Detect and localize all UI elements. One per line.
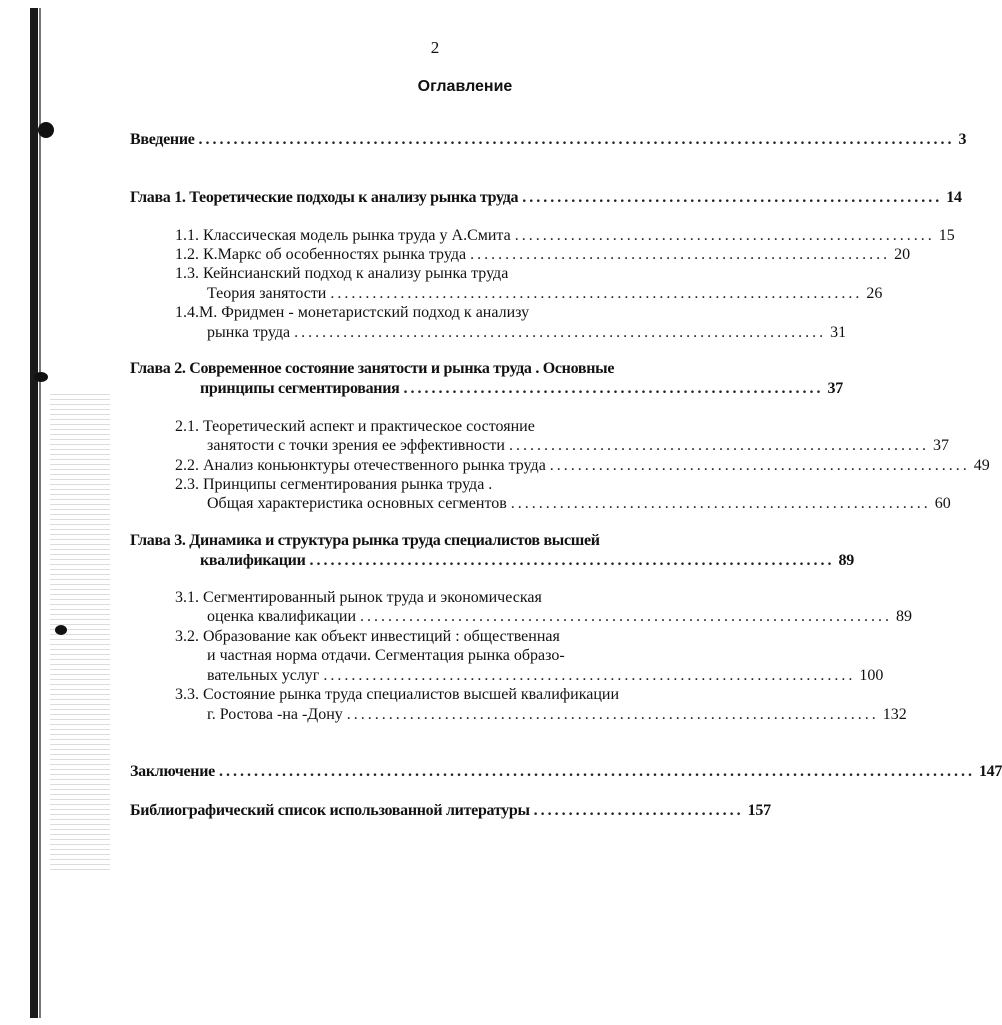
entry-label: Введение xyxy=(130,131,195,148)
dot-leader: ............................................................ xyxy=(510,495,931,512)
toc-entry-chapter2-line1: Глава 2. Современное состояние занятости и рынка труда . Основные xyxy=(130,360,615,377)
toc-entry-2-1-line1: 2.1. Теоретический аспект и практическое состояние xyxy=(175,418,535,435)
entry-page: 37 xyxy=(827,380,843,397)
entry-page: 15 xyxy=(938,227,955,244)
entry-label: Общая характеристика основных сегментов xyxy=(207,495,507,512)
entry-page: 14 xyxy=(946,189,962,206)
toc-entry-3-1-line1: 3.1. Сегментированный рынок труда и экономическая xyxy=(175,589,542,606)
entry-label: 1.1. Классическая модель рынка труда у А.Смита xyxy=(175,227,511,244)
toc-entry-2-1[interactable] xyxy=(207,436,949,456)
toc-entry-2-3[interactable] xyxy=(207,494,951,514)
dot-leader: ............................................................ xyxy=(522,189,943,206)
dot-leader: ............................................................ xyxy=(514,227,935,244)
entry-page: 31 xyxy=(830,324,847,341)
scan-binding-edge xyxy=(30,8,38,1018)
entry-page: 157 xyxy=(747,802,771,819)
entry-label: занятости с точки зрения ее эффективности xyxy=(207,437,505,454)
entry-label: оценка квалификации xyxy=(207,608,357,625)
toc-entry-2-2[interactable] xyxy=(175,456,990,476)
toc-title: Оглавление xyxy=(417,78,513,95)
toc-entry-3-1[interactable] xyxy=(207,607,913,627)
dot-leader: ............................................................................ xyxy=(360,608,893,625)
entry-page: 20 xyxy=(894,246,911,263)
dot-leader: .............................. xyxy=(533,802,744,819)
entry-label: г. Ростова -на -Дону xyxy=(207,706,343,723)
dot-leader: ............................................................ xyxy=(470,246,891,263)
entry-page: 60 xyxy=(934,495,951,512)
entry-page: 26 xyxy=(866,285,883,302)
toc-entry-chapter3[interactable] xyxy=(200,551,854,571)
toc-entry-conclusion[interactable] xyxy=(130,762,1002,782)
toc-entry-1-4[interactable] xyxy=(207,323,847,343)
toc-entry-1-4-line1: 1.4.М. Фридмен - монетаристский подход к анализу xyxy=(175,304,530,321)
toc-entry-3-3-line1: 3.3. Состояние рынка труда специалистов высшей квалификации xyxy=(175,686,620,703)
toc-entry-2-3-line1: 2.3. Принципы сегментирования рынка труда . xyxy=(175,476,493,493)
entry-label: рынка труда xyxy=(207,324,291,341)
entry-label: Библиографический список использованной литературы xyxy=(130,802,530,819)
entry-page: 3 xyxy=(958,131,967,148)
entry-page: 89 xyxy=(896,608,913,625)
entry-page: 147 xyxy=(978,763,1002,780)
entry-page: 37 xyxy=(932,437,949,454)
entry-label: принципы сегментирования xyxy=(200,380,400,397)
toc-entry-3-3[interactable] xyxy=(207,705,907,725)
toc-entry-bibliography[interactable] xyxy=(130,801,771,821)
dot-leader: ............................................................ xyxy=(508,437,929,454)
scan-mark xyxy=(34,372,48,382)
toc-entry-3-2[interactable] xyxy=(207,666,884,686)
scan-noise xyxy=(50,390,110,870)
dot-leader: ............................................................................................................ xyxy=(218,763,975,780)
dot-leader: ............................................................................ xyxy=(346,706,879,723)
dot-leader: ............................................................................ xyxy=(294,324,827,341)
toc-entry-chapter2[interactable] xyxy=(200,379,843,399)
toc-entry-intro[interactable] xyxy=(130,130,967,150)
page-number: 2 xyxy=(430,38,440,57)
dot-leader: ............................................................................ xyxy=(330,285,863,302)
entry-label: Заключение xyxy=(130,763,215,780)
toc-entry-3-2-line2: и частная норма отдачи. Сегментация рынка образо- xyxy=(207,647,565,664)
entry-page: 89 xyxy=(838,552,854,569)
toc-entry-1-1[interactable] xyxy=(175,226,955,246)
entry-page: 132 xyxy=(882,706,907,723)
toc-entry-3-2-line1: 3.2. Образование как объект инвестиций : общественная xyxy=(175,628,560,645)
dot-leader: ........................................................................... xyxy=(309,552,835,569)
entry-label: 2.2. Анализ коньюнктуры отечественного рынка труда xyxy=(175,457,546,474)
dot-leader: ............................................................ xyxy=(549,457,970,474)
entry-label: 1.2. К.Маркс об особенностях рынка труда xyxy=(175,246,467,263)
dot-leader: ............................................................................ xyxy=(323,667,856,684)
toc-entry-1-3[interactable] xyxy=(207,284,883,304)
entry-page: 100 xyxy=(859,667,884,684)
entry-page: 49 xyxy=(973,457,990,474)
entry-label: квалификации xyxy=(200,552,306,569)
entry-label: Глава 1. Теоретические подходы к анализу рынка труда xyxy=(130,189,519,206)
toc-entry-chapter1[interactable] xyxy=(130,188,962,208)
entry-label: Теория занятости xyxy=(207,285,327,302)
scan-hole-mark xyxy=(38,122,54,138)
dot-leader: ............................................................................................................ xyxy=(198,131,955,148)
toc-entry-1-2[interactable] xyxy=(175,245,911,265)
toc-entry-chapter3-line1: Глава 3. Динамика и структура рынка труда специалистов высшей xyxy=(130,532,600,549)
dot-leader: ............................................................ xyxy=(403,380,824,397)
toc-entry-1-3-line1: 1.3. Кейнсианский подход к анализу рынка труда xyxy=(175,265,509,282)
entry-label: вательных услуг xyxy=(207,667,320,684)
